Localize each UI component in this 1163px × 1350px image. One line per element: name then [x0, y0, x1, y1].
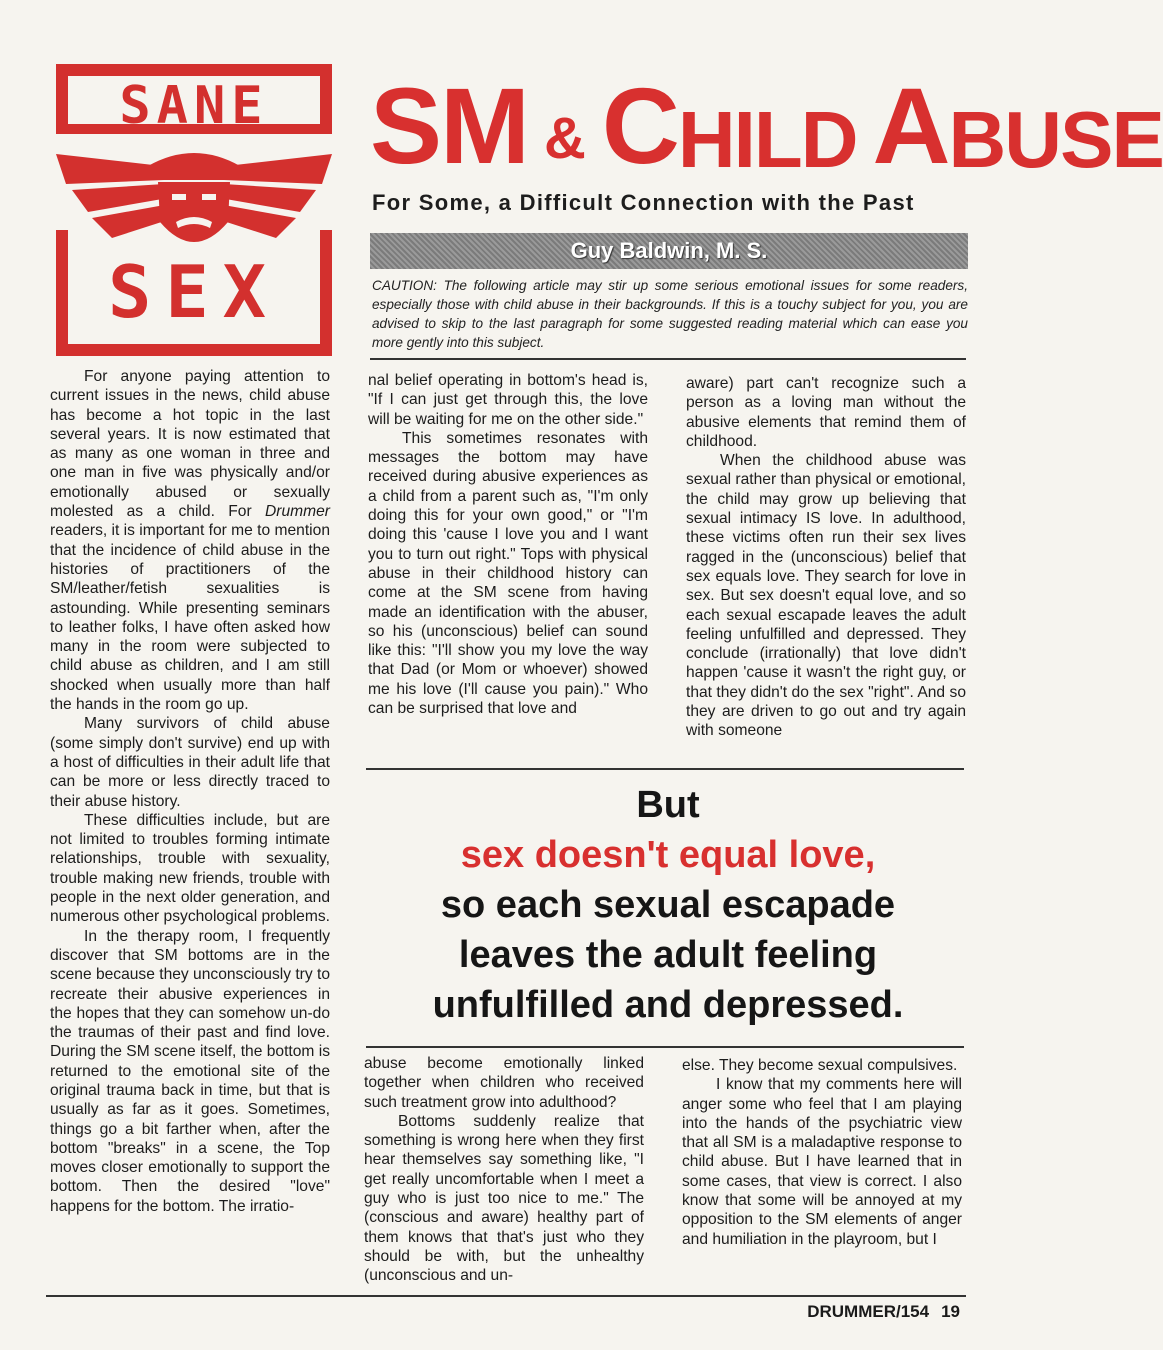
title-c: C [601, 65, 678, 186]
title-buse: BUSE [948, 95, 1163, 184]
logo-top-word: SANE [119, 76, 269, 136]
pull-quote-line: unfulfilled and depressed. [432, 984, 904, 1026]
paragraph: I know that my comments here will anger some who feel that I am playing into the hands of the psychiatric view that all SM is a maladaptive response to child abuse. But I have learned that in some cases, that view is correct. I also know that some will be annoyed at my opposition to the SM elements of anger and humiliation in the playroom, but I [682, 1076, 962, 1248]
magazine-issue: DRUMMER/154 [807, 1302, 930, 1321]
paragraph: Many survivors of child abuse (some simply don't survive) end up with a host of difficulties in their adult life that can be more or less directly traced to their abuse history. [50, 715, 330, 810]
title-a: A [872, 65, 949, 186]
caution-note: CAUTION: The following article may stir up some serious emotional issues for some readers, especially those with child abuse in their backgrounds. If this is a touchy subject for you, you are advised to skip to the last paragraph for some suggested reading material which can ease you more gently into this subject. [372, 278, 968, 350]
magazine-name: Drummer [265, 503, 330, 521]
article-column-3 [686, 374, 966, 741]
author-name: Guy Baldwin, M. S. [570, 238, 768, 263]
paragraph: aware) part can't recognize such a person as a loving man without the abusive elements that remind them of childhood. [686, 375, 966, 450]
paragraph: These difficulties include, but are not limited to troubles forming intimate relationships, trouble with sexuality, trouble making new friends, trouble with people in the next older generation, and numerous other psychological problems. [50, 811, 330, 926]
paragraph: When the childhood abuse was sexual rather than physical or emotional, the child may grow up believing that sexual intimacy IS love. In adulthood, these victims often run their sex lives ragged in the (unconscious) belief that sex equals love. They search for love in sex. But sex doesn't equal love, and so each sexual escapade leaves the adult feeling unfulfilled and depressed. They conclude (irrationally) that love didn't happen 'cause it wasn't the right guy, or that they didn't do the sex "right". And so they are driven to go out and try again with someone [686, 452, 966, 740]
pull-quote [368, 780, 968, 1030]
article-column-1 [50, 367, 330, 1216]
pull-quote-highlight: sex doesn't equal love, [460, 834, 876, 876]
article-title [370, 60, 1163, 186]
article-column-3-continued [682, 1056, 962, 1249]
paragraph: Bottoms suddenly realize that something is wrong here when they first hear themselves say something like, "I get really uncomfortable when I meet a guy who is just too nice to me." The (conscious and aware) healthy part of them knows that that's just who they should be with, but the unhealthy (unconscious and un- [364, 1112, 644, 1285]
sane-sex-logo [52, 62, 336, 358]
pull-quote-line: But [636, 784, 700, 826]
logo-bottom-word: SEX [107, 250, 281, 334]
footer-divider [46, 1295, 966, 1297]
article-column-2 [368, 371, 648, 718]
title-sm: SM [370, 65, 528, 186]
pull-quote-top-rule [366, 768, 964, 770]
article-subtitle: For Some, a Difficult Connection with the Past [372, 190, 915, 215]
paragraph: nal belief operating in bottom's head is, "If I can just get through this, the love will be waiting for me on the other side." [368, 372, 648, 428]
paragraph: else. They become sexual compulsives. [682, 1057, 958, 1074]
title-ampersand: & [544, 106, 584, 171]
pull-quote-bottom-rule [366, 1046, 964, 1048]
paragraph: For anyone paying attention to current issues in the news, child abuse has become a hot topic in the last several years. It is now estimated that as many as one woman in three and one man in five was physically and/or emotionally abused or sexually molested as a child. For Drummer readers, it is important for me to mention that the incidence of child abuse in the histories of practitioners of the SM/leather/fetish sexualities is astounding. While presenting seminars to leather folks, I have often asked how many in the room were subjected to child abuse as children, and I am still shocked when usually more than half the hands in the room go up. [50, 368, 330, 714]
paragraph: abuse become emotionally linked together when children who received such treatment grow into adulthood? [364, 1055, 644, 1111]
paragraph: This sometimes resonates with messages the bottom may have received during abusive experiences as a child from a parent such as, "I'm only doing this for your own good," or "I'm doing this 'cause I love you and I want you to turn out right." Tops with physical abuse in their childhood history can come at the SM scene from having made an identification with the abuser, so his (unconscious) belief can sound like this: "I'll show you my love the way that Dad (or Mom or whoever) showed me his love (I'll cause you pain)." Who can be surprised that love and [368, 429, 648, 718]
pull-quote-line: leaves the adult feeling [458, 934, 878, 976]
header-divider [370, 358, 966, 360]
article-column-2-continued [364, 1054, 644, 1286]
paragraph: In the therapy room, I frequently discover that SM bottoms are in the scene because they unconsciously try to recreate their abusive experiences in the hopes that they can somehow un-do the traumas of their past and find love. During the SM scene itself, the bottom is returned to the emotional site of the original trauma back in time, but that is usually as far as it goes. Sometimes, things go a bit farther when, after the bottom "breaks" in a scene, the Top moves closer emotionally to support the bottom. Then the desired "love" happens for the bottom. The irratio- [50, 927, 330, 1215]
author-byline-bar [370, 233, 968, 269]
title-hild: HILD [677, 95, 857, 184]
page-number: 19 [941, 1302, 960, 1321]
pull-quote-line: so each sexual escapade [440, 884, 896, 926]
page-footer [807, 1302, 960, 1322]
